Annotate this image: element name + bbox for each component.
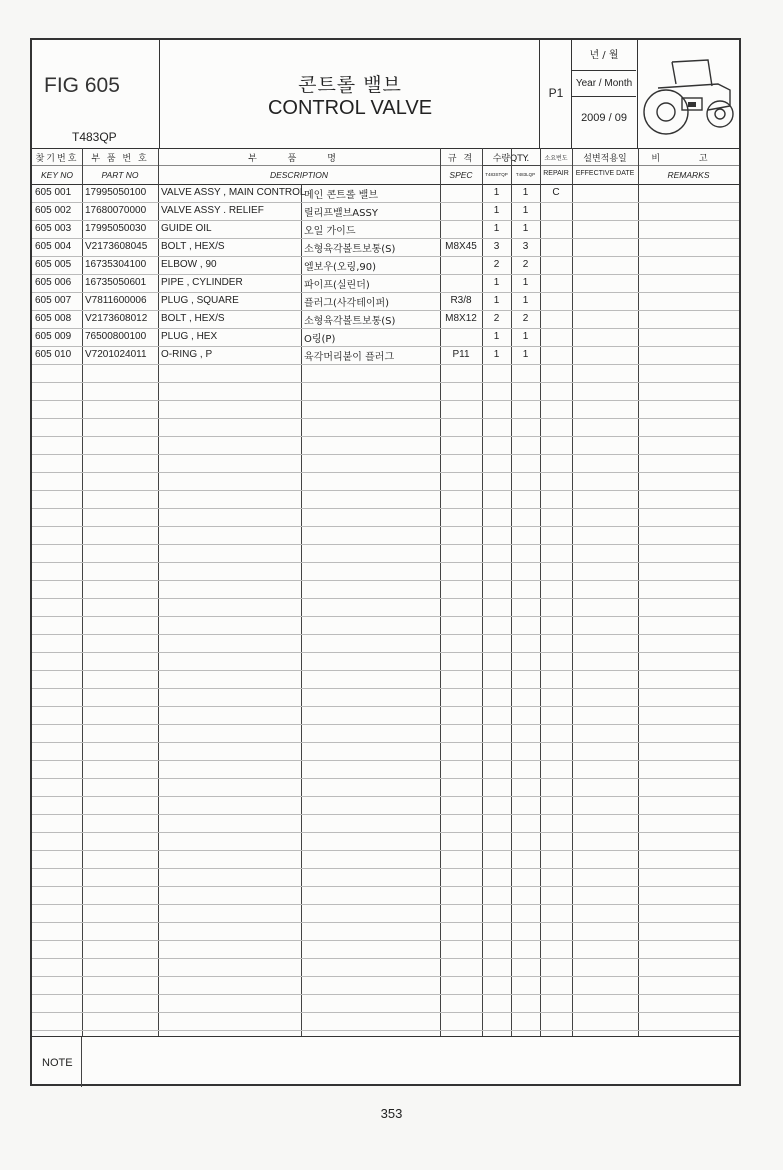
repair-code: C: [552, 187, 560, 198]
year-month-value: 2009 / 09: [581, 112, 627, 124]
table-row: [32, 238, 739, 256]
table-row: [32, 184, 739, 202]
col-eff-ko: 설변적용일: [583, 154, 627, 164]
page-number: 353: [380, 1106, 403, 1121]
key-number: 605 002: [35, 205, 72, 216]
fig-cell: [32, 40, 160, 148]
part-number: 17680070000: [85, 205, 147, 216]
description-en: PLUG , HEX: [161, 331, 218, 342]
part-number: V2173608012: [85, 313, 148, 324]
qty-a: 1: [493, 295, 500, 306]
note-label: NOTE: [42, 1057, 73, 1069]
part-number: V7201024011: [85, 349, 147, 360]
parts-sheet: [30, 38, 741, 1086]
part-number: 16735050601: [85, 277, 147, 288]
col-qty-a: T483STQP: [485, 172, 508, 177]
spec: R3/8: [450, 295, 472, 306]
qty-a: 1: [493, 205, 500, 216]
description-ko: 릴리프밸브ASSY: [304, 208, 378, 219]
title-korean: 콘트롤 밸브: [298, 74, 402, 96]
col-key-ko: 찾기번호: [35, 154, 79, 164]
col-desc-ko: 부 품 명: [248, 154, 350, 164]
col-eff-en: EFFECTIVE DATE: [575, 170, 635, 177]
model-code: T483QP: [72, 130, 117, 144]
qty-a: 1: [493, 331, 500, 342]
col-remarks-en: REMARKS: [667, 170, 710, 180]
col-desc-en: DESCRIPTION: [269, 170, 329, 180]
table-row: [32, 256, 739, 274]
fig-number: FIG 605: [44, 74, 120, 97]
key-number: 605 005: [35, 259, 72, 270]
qty-b: 1: [522, 331, 529, 342]
qty-b: 1: [522, 349, 529, 360]
description-en: BOLT , HEX/S: [161, 313, 225, 324]
year-month-en: Year / Month: [575, 78, 633, 89]
description-ko: 플러그(사각테이퍼): [304, 298, 390, 309]
col-remarks-ko: 비 고: [651, 154, 726, 164]
description-ko: 소형육각볼트보통(S): [304, 244, 396, 255]
key-number: 605 006: [35, 277, 72, 288]
qty-a: 3: [493, 241, 500, 252]
tractor-icon: [638, 40, 739, 148]
description-ko: 소형육각볼트보통(S): [304, 316, 396, 327]
col-part-en: PART NO: [101, 170, 139, 180]
table-row: [32, 274, 739, 292]
part-number: 17995050030: [85, 223, 147, 234]
qty-a: 1: [493, 187, 500, 198]
year-month-ko: 년 / 월: [589, 50, 619, 61]
page-ref: P1: [548, 86, 564, 100]
description-ko: O링(P): [304, 334, 336, 345]
table-row: [32, 292, 739, 310]
col-repair-en: REPAIR: [543, 170, 569, 177]
qty-b: 1: [522, 205, 529, 216]
table-row: [32, 220, 739, 238]
table-row: [32, 328, 739, 346]
description-en: VALVE ASSY , MAIN CONTROL: [161, 187, 306, 198]
qty-b: 2: [522, 259, 529, 270]
key-number: 605 003: [35, 223, 72, 234]
col-qty-ko: 수량QTY.: [492, 154, 530, 164]
qty-a: 1: [493, 223, 500, 234]
description-en: BOLT , HEX/S: [161, 241, 225, 252]
column-header-row: [32, 148, 739, 185]
key-number: 605 008: [35, 313, 72, 324]
key-number: 605 001: [35, 187, 72, 198]
qty-a: 1: [493, 277, 500, 288]
spec: P11: [452, 349, 470, 360]
col-repair-ko: 소요번도: [544, 155, 568, 162]
qty-b: 2: [522, 313, 529, 324]
description-en: PLUG , SQUARE: [161, 295, 239, 306]
description-ko: 육각머리붙이 플러그: [304, 352, 395, 363]
qty-a: 1: [493, 349, 500, 360]
description-ko: 오일 가이드: [304, 226, 356, 237]
title-english: CONTROL VALVE: [267, 97, 433, 119]
qty-a: 2: [493, 259, 500, 270]
qty-b: 1: [522, 295, 529, 306]
sheet-header: [32, 40, 739, 149]
year-month-cell: [572, 40, 638, 148]
key-number: 605 010: [35, 349, 72, 360]
qty-b: 1: [522, 223, 529, 234]
description-en: VALVE ASSY . RELIEF: [161, 205, 264, 216]
qty-b: 1: [522, 187, 529, 198]
table-row: [32, 346, 739, 364]
col-key-en: KEY NO: [41, 170, 73, 180]
col-part-ko: 부 품 번 호: [91, 154, 149, 164]
description-en: ELBOW , 90: [161, 259, 217, 270]
col-spec-ko: 규 격: [447, 154, 475, 164]
key-number: 605 009: [35, 331, 72, 342]
part-number: 17995050100: [85, 187, 147, 198]
spec: M8X45: [445, 241, 477, 252]
page-ref-cell: [540, 40, 572, 148]
table-row: [32, 202, 739, 220]
col-spec-en: SPEC: [449, 170, 473, 180]
qty-a: 2: [493, 313, 500, 324]
part-number: V7811600006: [85, 295, 147, 306]
description-en: O-RING , P: [161, 349, 213, 360]
col-qty-b: T483LQP: [515, 172, 536, 177]
key-number: 605 004: [35, 241, 72, 252]
part-number: 76500800100: [85, 331, 147, 342]
description-ko: 엘보우(오링,90): [304, 262, 377, 273]
qty-b: 1: [522, 277, 529, 288]
description-en: GUIDE OIL: [161, 223, 212, 234]
table-row: [32, 310, 739, 328]
description-ko: 메인 콘트롤 밸브: [304, 190, 378, 201]
note-box: [32, 1036, 739, 1087]
description-en: PIPE , CYLINDER: [161, 277, 243, 288]
part-number: V2173608045: [85, 241, 148, 252]
qty-b: 3: [522, 241, 529, 252]
title-cell: [160, 40, 540, 148]
part-number: 16735304100: [85, 259, 147, 270]
key-number: 605 007: [35, 295, 72, 306]
spec: M8X12: [445, 313, 477, 324]
description-ko: 파이프(실린더): [304, 280, 370, 291]
